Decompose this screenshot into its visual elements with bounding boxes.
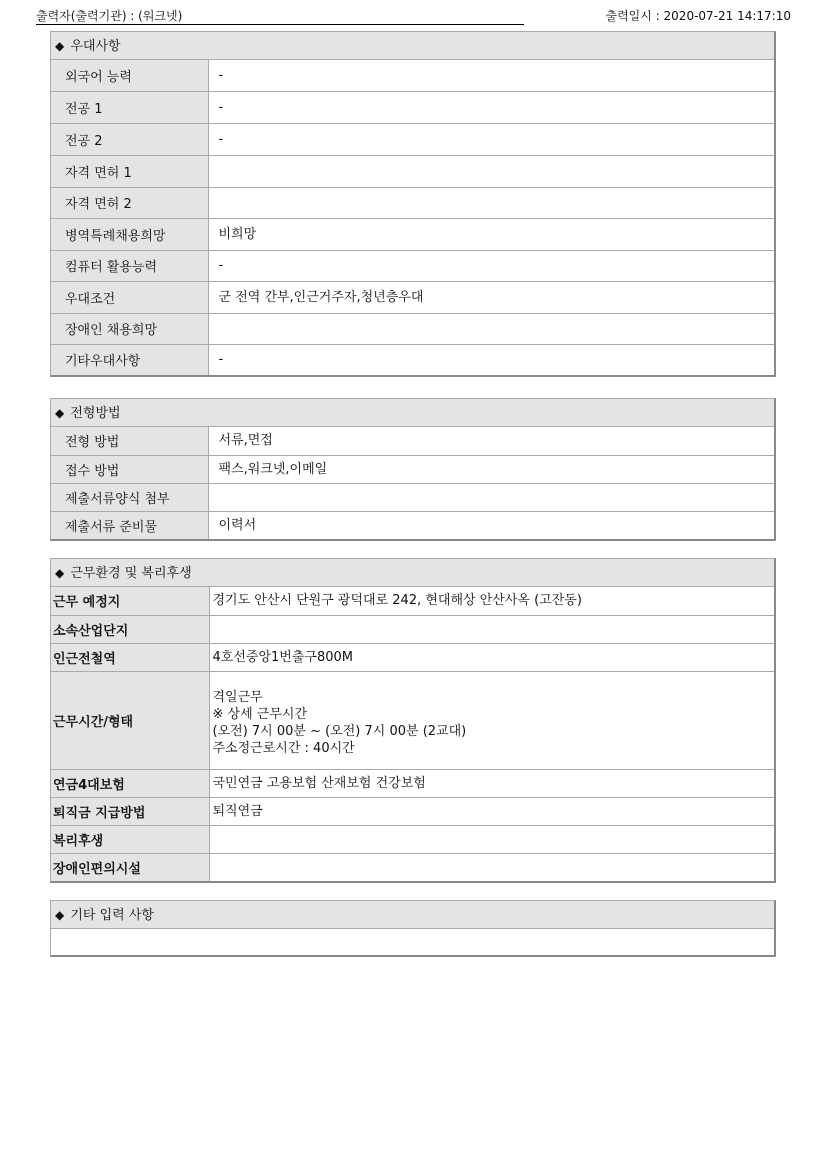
table-row	[51, 455, 774, 483]
row-label: 병역특례채용희망	[51, 218, 208, 250]
row-label: 연금4대보험	[51, 769, 209, 797]
work-hours-line: 격일근무	[212, 690, 263, 705]
table-row	[51, 218, 774, 250]
table-row	[51, 155, 774, 187]
row-label: 장애인편의시설	[51, 853, 209, 881]
row-value: 4호선중앙1번출구800M	[209, 643, 774, 671]
row-value	[208, 483, 774, 511]
table-row	[51, 250, 774, 281]
row-label: 전형 방법	[51, 427, 208, 455]
table-row	[51, 281, 774, 313]
table-row	[51, 797, 774, 825]
row-value: -	[218, 67, 224, 83]
row-label: 우대조건	[51, 281, 208, 313]
table-row	[51, 671, 774, 769]
row-label: 접수 방법	[51, 455, 208, 483]
diamond-icon: ◆	[55, 39, 65, 53]
work-hours-value	[209, 671, 774, 769]
row-value	[209, 825, 774, 853]
environment-section	[50, 558, 776, 883]
section-title-text: 기타 입력 사항	[70, 908, 154, 923]
row-value: 퇴직연금	[209, 797, 774, 825]
row-value: 국민연금 고용보험 산재보험 건강보험	[209, 769, 774, 797]
row-value: -	[208, 123, 774, 155]
row-value: 군 전역 간부,인근거주자,청년층우대	[208, 281, 774, 313]
row-label: 장애인 채용희망	[51, 313, 208, 344]
selection-section	[50, 398, 776, 541]
row-value: -	[208, 344, 774, 375]
print-header	[36, 5, 791, 25]
table-row	[51, 511, 774, 539]
section-title	[51, 901, 774, 929]
section-title	[51, 32, 774, 60]
diamond-icon: ◆	[55, 908, 65, 922]
row-label: 인근전철역	[51, 643, 209, 671]
table-row	[51, 427, 774, 455]
section-title-text: 근무환경 및 복리후생	[70, 566, 192, 581]
section-title	[51, 559, 774, 587]
environment-table	[51, 587, 774, 881]
print-datetime: 출력일시 : 2020-07-21 14:17:10	[605, 9, 791, 23]
row-label: 근무시간/형태	[51, 671, 209, 769]
row-label: 컴퓨터 활용능력	[51, 250, 208, 281]
row-value	[209, 615, 774, 643]
header-rule	[36, 24, 524, 25]
row-label: 근무 예정지	[51, 587, 209, 615]
row-label: 자격 면허 2	[51, 187, 208, 218]
row-value	[208, 155, 774, 187]
row-value	[208, 187, 774, 218]
row-value: 경기도 안산시 단원구 광덕대로 242, 현대해상 안산사옥 (고잔동)	[212, 593, 582, 609]
table-row	[51, 769, 774, 797]
row-label: 전공 2	[51, 123, 208, 155]
row-label: 제출서류양식 첨부	[51, 483, 208, 511]
row-value	[208, 313, 774, 344]
printer-info: 출력자(출력기관) : (워크넷)	[36, 9, 183, 23]
table-row	[51, 313, 774, 344]
work-hours-line: ※ 상세 근무시간	[212, 707, 308, 722]
row-label: 소속산업단지	[51, 615, 209, 643]
table-row	[51, 123, 774, 155]
diamond-icon: ◆	[55, 566, 65, 580]
section-title-text: 전형방법	[70, 406, 121, 421]
row-label: 퇴직금 지급방법	[51, 797, 209, 825]
row-value: -	[208, 91, 774, 123]
work-hours-line: (오전) 7시 00분 ~ (오전) 7시 00분 (2교대)	[212, 724, 467, 739]
row-value	[209, 853, 774, 881]
table-row	[51, 483, 774, 511]
other-section	[50, 900, 776, 957]
table-row	[51, 344, 774, 375]
other-content	[51, 929, 774, 955]
section-title-text: 우대사항	[70, 39, 121, 54]
table-row	[51, 587, 774, 615]
row-value: 서류,면접	[218, 433, 273, 449]
selection-table	[51, 427, 774, 539]
row-label: 전공 1	[51, 91, 208, 123]
section-title	[51, 399, 774, 427]
row-value: 비희망	[208, 218, 774, 250]
work-hours-line: 주소정근로시간 : 40시간	[212, 741, 355, 756]
row-value: 이력서	[208, 511, 774, 539]
table-row	[51, 643, 774, 671]
diamond-icon: ◆	[55, 406, 65, 420]
row-label: 제출서류 준비물	[51, 511, 208, 539]
row-label: 기타우대사항	[51, 344, 208, 375]
preference-section	[50, 31, 776, 377]
row-value: -	[208, 250, 774, 281]
row-label: 복리후생	[51, 825, 209, 853]
table-row	[51, 60, 774, 91]
row-value: 팩스,워크넷,이메일	[208, 455, 774, 483]
table-row	[51, 825, 774, 853]
table-row	[51, 615, 774, 643]
row-label: 외국어 능력	[51, 60, 208, 91]
table-row	[51, 187, 774, 218]
preference-table	[51, 60, 774, 375]
row-label: 자격 면허 1	[51, 155, 208, 187]
table-row	[51, 91, 774, 123]
table-row	[51, 853, 774, 881]
